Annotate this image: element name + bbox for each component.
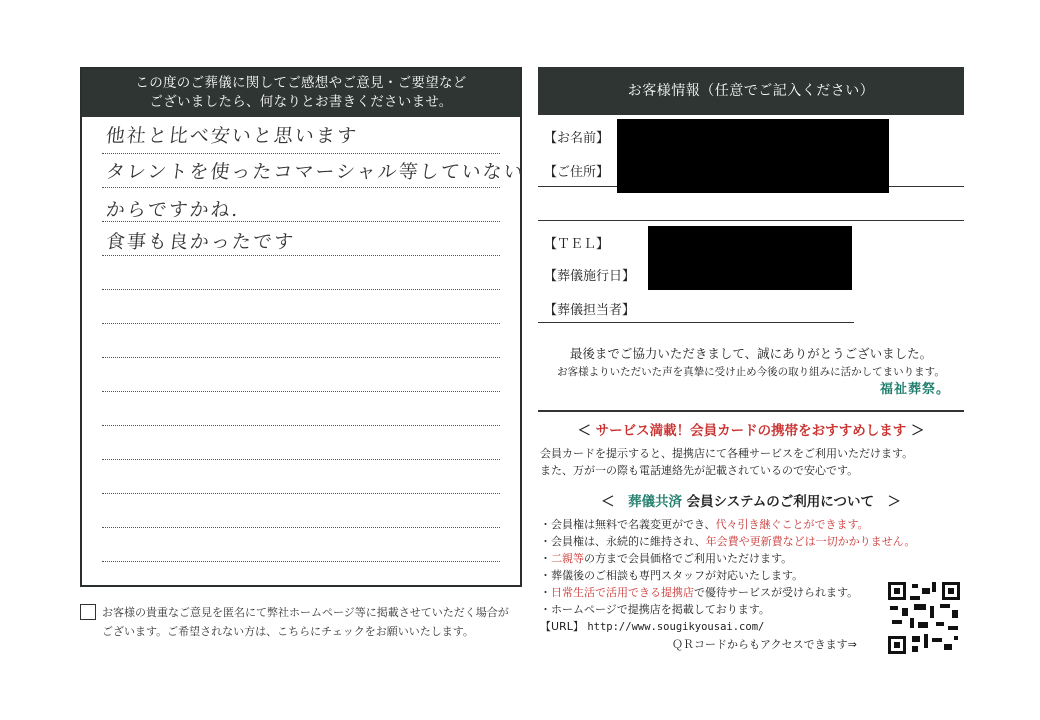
website-url[interactable]: http://www.sougikyousai.com/ [587,621,765,633]
member-system-title: ＜ 葬儀共済 会員システムのご利用について ＞ [600,494,902,510]
benefit-item: ・会員権は無料で名義変更ができ、代々引き継ぐことができます。 [540,518,869,531]
member-card-title: ＜ サービス満載！会員カードの携帯をおすすめします ＞ [577,423,925,439]
comment-header-line2: ございましたら、何なりとお書きくださいませ。 [149,94,453,110]
qr-caption: ＱＲコードからもアクセスできます⇒ [672,638,857,651]
ruled-line [102,425,500,426]
benefit-item: ・日常生活で活用できる提携店で優待サービスが受けられます。 [540,586,859,599]
address-underline-2 [538,220,964,221]
ruled-line [102,493,500,494]
comment-box [80,67,526,587]
redacted-tel-date [648,226,852,290]
ruled-line [102,391,500,392]
benefit-item: ・会員権は、永続的に維持され、年会費や更新費などは一切かかりません。 [540,535,916,548]
member-card-text: 会員カードを提示すると、提携店にて各種サービスをご利用いただけます。 また、万が一の際も電話連絡先が記載されているので安心です。 [540,447,914,477]
ruled-line [102,187,500,188]
ruled-line [102,459,500,460]
handwritten-comment-line: からですかね. [104,199,241,221]
ruled-line [102,255,500,256]
comment-writing-area[interactable] [82,117,526,585]
ruled-line [102,527,500,528]
benefit-item: ・葬儀後のご相談も専門スタッフが対応いたします。 [540,569,804,582]
comment-header-line1: この度のご葬儀に関してご感想やご意見・ご要望など [135,75,467,91]
ruled-line [102,323,500,324]
redacted-name-address [617,119,889,193]
ruled-line [102,561,500,562]
name-label: 【お名前】 [544,131,610,146]
customer-info-header: お客様情報（任意でご記入ください） [538,67,964,115]
consent-line1: お客様の貴重なご意見を匿名にて弊社ホームページ等に掲載させていただく場合が [102,606,509,619]
ruled-line [102,289,500,290]
handwritten-comment-line: タレントを使ったコマーシャル等していない [104,161,526,183]
member-benefits-list [540,516,915,636]
ruled-line [102,153,500,154]
comment-header [82,69,520,117]
benefit-item: ・二親等の方まで会員価格でご利用いただけます。 [540,552,793,565]
tel-label: 【ＴＥＬ】 [544,237,610,252]
section-divider [538,410,964,412]
brand-name: 葬儀共済 [627,494,682,510]
anonymous-optout-checkbox[interactable] [80,604,96,620]
qr-code[interactable] [888,582,960,654]
staff-label: 【葬儀担当者】 [544,303,636,318]
funeral-date-label: 【葬儀施行日】 [544,269,636,284]
thanks-message: 最後までご協力いただきまして、誠にありがとうございました。 [569,346,933,361]
handwritten-comment-line: 食事も良かったです [104,231,297,253]
handwritten-comment-line: 他社と比べ安いと思います [104,125,360,147]
staff-underline [538,322,854,323]
consent-line2: ございます。ご希望されない方は、こちらにチェックをお願いいたします。 [102,625,474,638]
ruled-line [102,357,500,358]
benefit-item: ・ホームページで提携店を掲載しております。 [540,603,770,616]
address-label: 【ご住所】 [544,165,610,180]
url-line [540,618,915,636]
member-card-title-text: サービス満載！会員カードの携帯をおすすめします [595,423,907,439]
url-label: 【URL】 [540,620,584,633]
thanks-subtext: お客様よりいただいた声を真摯に受け止め今後の取り組みに活かしてまいります。 [557,366,945,378]
consent-text [102,603,509,641]
company-logo: 福祉葬祭。 [880,382,951,397]
